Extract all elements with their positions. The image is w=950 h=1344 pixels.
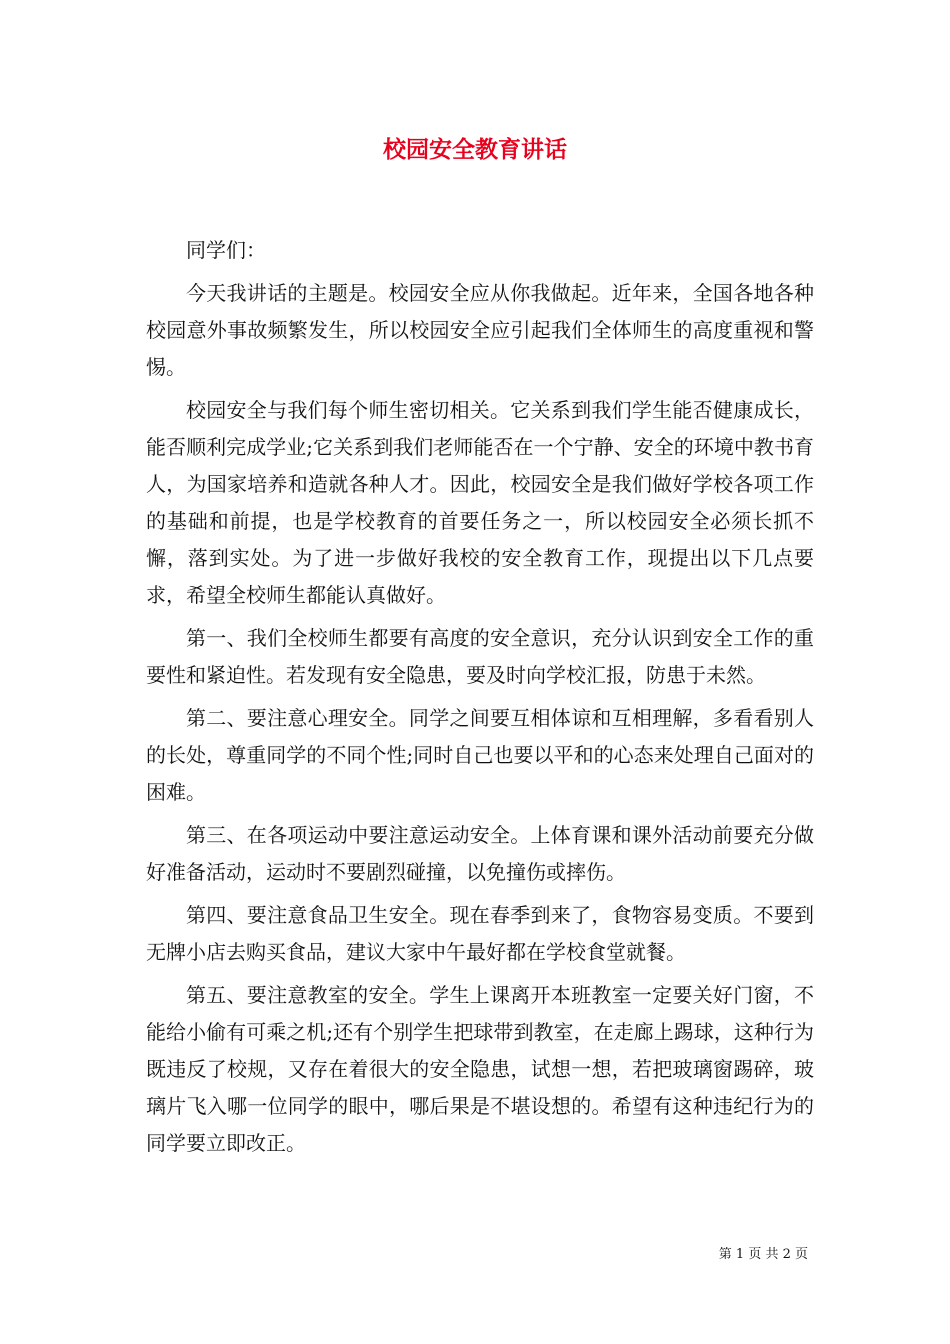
paragraph-point-4: 第四、要注意食品卫生安全。现在春季到来了，食物容易变质。不要到无牌小店去购买食品，建议大家中午最好都在学校食堂就餐。 xyxy=(146,903,814,964)
paragraph-point-5: 第五、要注意教室的安全。学生上课离开本班教室一定要关好门窗，不能给小偷有可乘之机;还有个别学生把球带到教室，在走廊上踢球，这种行为既违反了校规，又存在着很大的安全隐患，试想一想，若把玻璃窗踢碎，玻璃片飞入哪一位同学的眼中，哪后果是不堪设想的。希望有这种违纪行为的同学要立即改正。 xyxy=(146,983,814,1155)
paragraph-importance: 校园安全与我们每个师生密切相关。它关系到我们学生能否健康成长，能否顺利完成学业;它关系到我们老师能否在一个宁静、安全的环境中教书育人，为国家培养和造就各种人才。因此，校园安全是我们做好学校各项工作的基础和前提，也是学校教育的首要任务之一，所以校园安全必须长抓不懈，落到实处。为了进一步做好我校的安全教育工作，现提出以下几点要求，希望全校师生都能认真做好。 xyxy=(146,398,814,607)
salutation: 同学们： xyxy=(186,238,266,262)
paragraph-point-2: 第二、要注意心理安全。同学之间要互相体谅和互相理解，多看看别人的长处，尊重同学的不同个性;同时自己也要以平和的心态来处理自己面对的困难。 xyxy=(146,706,814,804)
document-body xyxy=(146,232,814,1168)
page-number: 第 1 页 共 2 页 xyxy=(718,1247,808,1262)
document-title: 校园安全教育讲话 xyxy=(383,136,567,163)
paragraph-point-1: 第一、我们全校师生都要有高度的安全意识，充分认识到安全工作的重要性和紧迫性。若发现有安全隐患，要及时向学校汇报，防患于未然。 xyxy=(146,626,814,687)
paragraph-intro: 今天我讲话的主题是。校园安全应从你我做起。近年来，全国各地各种校园意外事故频繁发生，所以校园安全应引起我们全体师生的高度重视和警惕。 xyxy=(146,281,814,379)
paragraph-point-3: 第三、在各项运动中要注意运动安全。上体育课和课外活动前要充分做好准备活动，运动时不要剧烈碰撞，以免撞伤或摔伤。 xyxy=(146,823,814,884)
